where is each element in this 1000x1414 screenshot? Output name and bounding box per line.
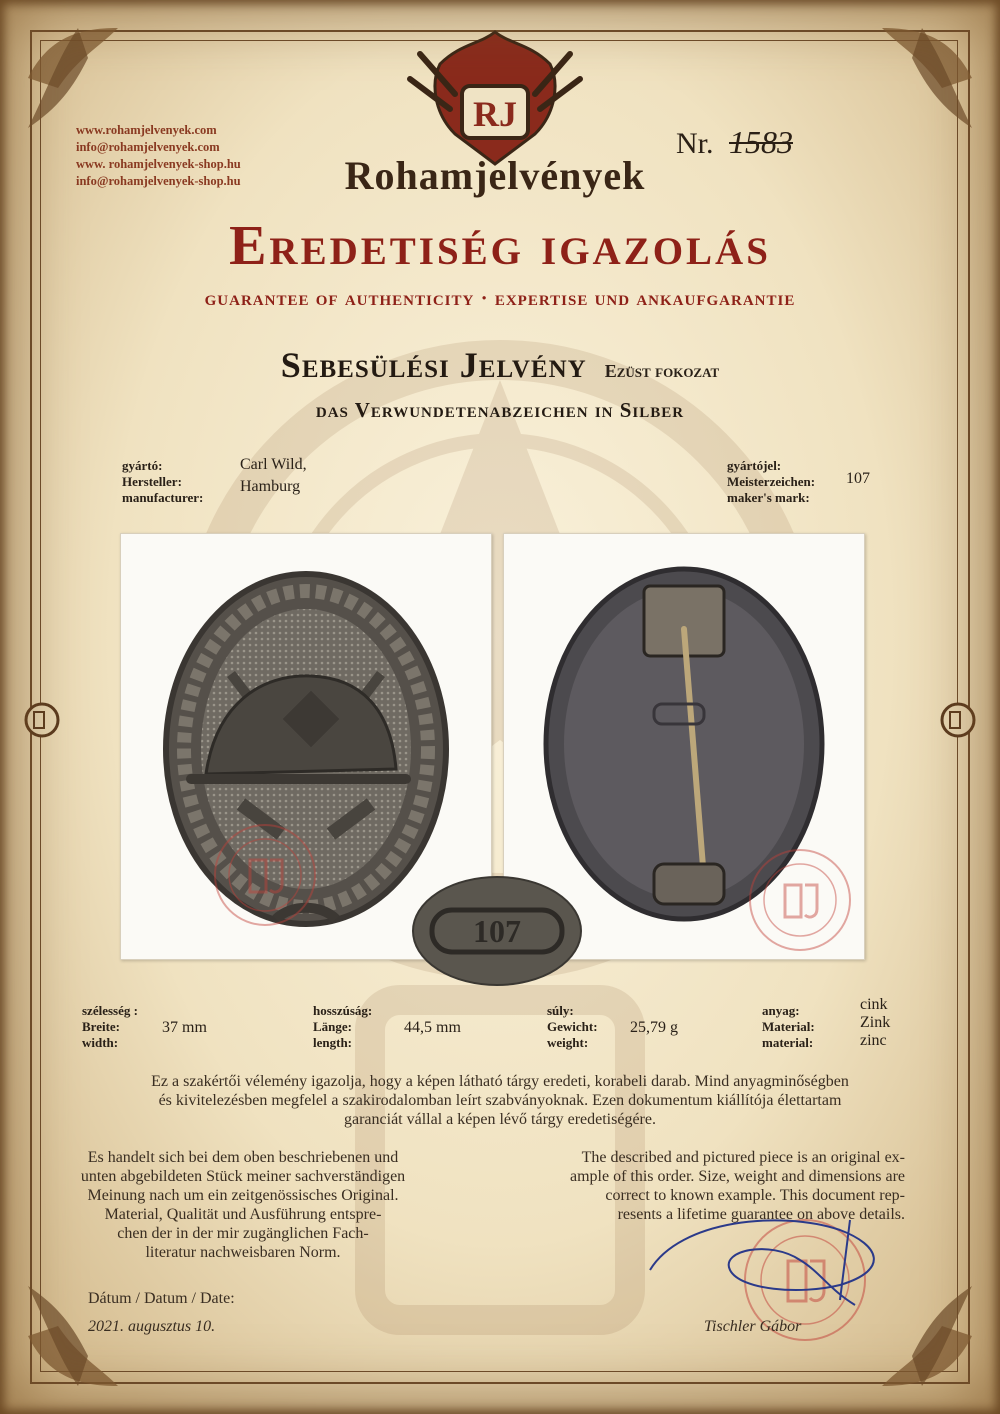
material-value-en: zinc xyxy=(860,1032,887,1049)
page-subtitle: guarantee of authenticity · expertise und ankaufgarantie xyxy=(204,286,796,310)
statement-hu xyxy=(70,1072,930,1129)
maker-labels xyxy=(122,458,203,506)
statement-de-line: unten abgebildeten Stück meiner sachverständigen xyxy=(80,1168,406,1185)
width-label-hu: szélesség : xyxy=(82,1003,138,1018)
statement-en-line: ample of this order. Size, weight and dimensions are xyxy=(569,1168,905,1185)
maker-label-en: manufacturer: xyxy=(122,490,204,505)
weight-label-en: weight: xyxy=(547,1035,589,1050)
statement-en-line: correct to known example. This document rep- xyxy=(605,1187,905,1204)
length-label-hu: hosszúság: xyxy=(313,1003,373,1018)
mark-label-hu: gyártójel: xyxy=(727,458,782,473)
maker-value-line-1: Carl Wild, xyxy=(240,456,307,473)
date-value: 2021. augusztus 10. xyxy=(88,1318,216,1335)
weight-label-hu: súly: xyxy=(547,1003,574,1018)
red-stamp-icon xyxy=(745,845,855,955)
statement-de-line: Material, Qualität und Ausführung entspre- xyxy=(104,1206,382,1223)
item-title xyxy=(0,344,1000,386)
certificate-number xyxy=(676,124,793,161)
makers-mark-stamp-icon xyxy=(410,874,585,989)
length-label-en: length: xyxy=(313,1035,352,1050)
weight-value: 25,79 g xyxy=(630,1019,678,1036)
statement-de-line: Meinung nach um ein zeitgenössisches Original. xyxy=(87,1187,399,1204)
material-label-de: Material: xyxy=(762,1019,815,1034)
rj-side-emblem-icon xyxy=(938,700,978,740)
statement-de xyxy=(78,1148,408,1262)
certificate-number-value: 1583 xyxy=(729,124,793,160)
width-label-de: Breite: xyxy=(82,1019,121,1034)
statement-hu-line: és kivitelezésben megfelel a szakirodalomban leírt szabványoknak. Ezen dokumentum kiállítója élettartam xyxy=(158,1092,842,1109)
statement-de-line: literatur nachweisbaren Norm. xyxy=(145,1244,341,1261)
material-label-en: material: xyxy=(762,1035,814,1050)
material-value-hu: cink xyxy=(860,996,888,1013)
length-value: 44,5 mm xyxy=(404,1019,461,1036)
statement-hu-line: garanciát vállal a képen lévő tárgy eredetiségére. xyxy=(344,1111,656,1128)
red-stamp-icon xyxy=(210,820,320,930)
mark-value: 107 xyxy=(846,470,870,487)
contact-email[interactable]: info@rohamjelvenyek.com xyxy=(76,140,220,154)
weight-labels xyxy=(547,1003,598,1051)
statement-de-line: Es handelt sich bei dem oben beschriebenen und xyxy=(87,1149,399,1166)
date-label: Dátum / Datum / Date: xyxy=(88,1290,235,1307)
rj-side-emblem-icon xyxy=(22,700,62,740)
width-labels xyxy=(82,1003,138,1051)
statement-hu-line: Ez a szakértői vélemény igazolja, hogy a képen látható tárgy eredeti, korabeli darab. Mind anyagminőségben xyxy=(151,1073,849,1090)
signatory-name: Tischler Gábor xyxy=(704,1318,802,1335)
item-grade-hu: Ezüst fokozat xyxy=(604,361,720,381)
length-labels xyxy=(313,1003,372,1051)
material-label-hu: anyag: xyxy=(762,1003,800,1018)
statement-en-line: The described and pictured piece is an original ex- xyxy=(581,1149,905,1166)
maker-value-line-2: Hamburg xyxy=(240,478,301,495)
page-title: Eredetiség igazolás xyxy=(229,215,771,277)
certificate-number-label: Nr. xyxy=(676,127,714,160)
mark-label-en: maker's mark: xyxy=(727,490,810,505)
contact-shop-email[interactable]: info@rohamjelvenyek-shop.hu xyxy=(76,174,241,188)
logo-monogram: RJ xyxy=(473,94,517,134)
signature-icon xyxy=(640,1200,920,1310)
maker-label-hu: gyártó: xyxy=(122,458,163,473)
length-label-de: Länge: xyxy=(313,1019,352,1034)
mark-label-de: Meisterzeichen: xyxy=(727,474,816,489)
mark-labels xyxy=(727,458,815,506)
brand-name: Rohamjelvények xyxy=(344,153,646,198)
maker-value xyxy=(240,454,307,498)
material-values xyxy=(860,996,890,1050)
statement-de-line: chen der in der mir zugänglichen Fach- xyxy=(117,1225,369,1242)
width-value: 37 mm xyxy=(162,1019,207,1036)
oak-leaf-corner-icon xyxy=(842,18,982,158)
makers-mark-detail-photo xyxy=(410,874,585,989)
item-name-hu: Sebesülési Jelvény xyxy=(280,345,587,385)
contact-list xyxy=(76,122,241,190)
makers-mark-stamp-text: 107 xyxy=(473,913,521,949)
contact-shop-website[interactable]: www. rohamjelvenyek-shop.hu xyxy=(76,157,241,171)
maker-label-de: Hersteller: xyxy=(122,474,182,489)
material-value-de: Zink xyxy=(860,1014,891,1031)
statement-en-line: resents a lifetime guarantee on above details. xyxy=(617,1206,905,1223)
width-label-en: width: xyxy=(82,1035,119,1050)
contact-website[interactable]: www.rohamjelvenyek.com xyxy=(76,123,217,137)
weight-label-de: Gewicht: xyxy=(547,1019,598,1034)
item-name-de: das Verwundetenabzeichen in Silber xyxy=(315,398,685,422)
material-labels xyxy=(762,1003,815,1051)
